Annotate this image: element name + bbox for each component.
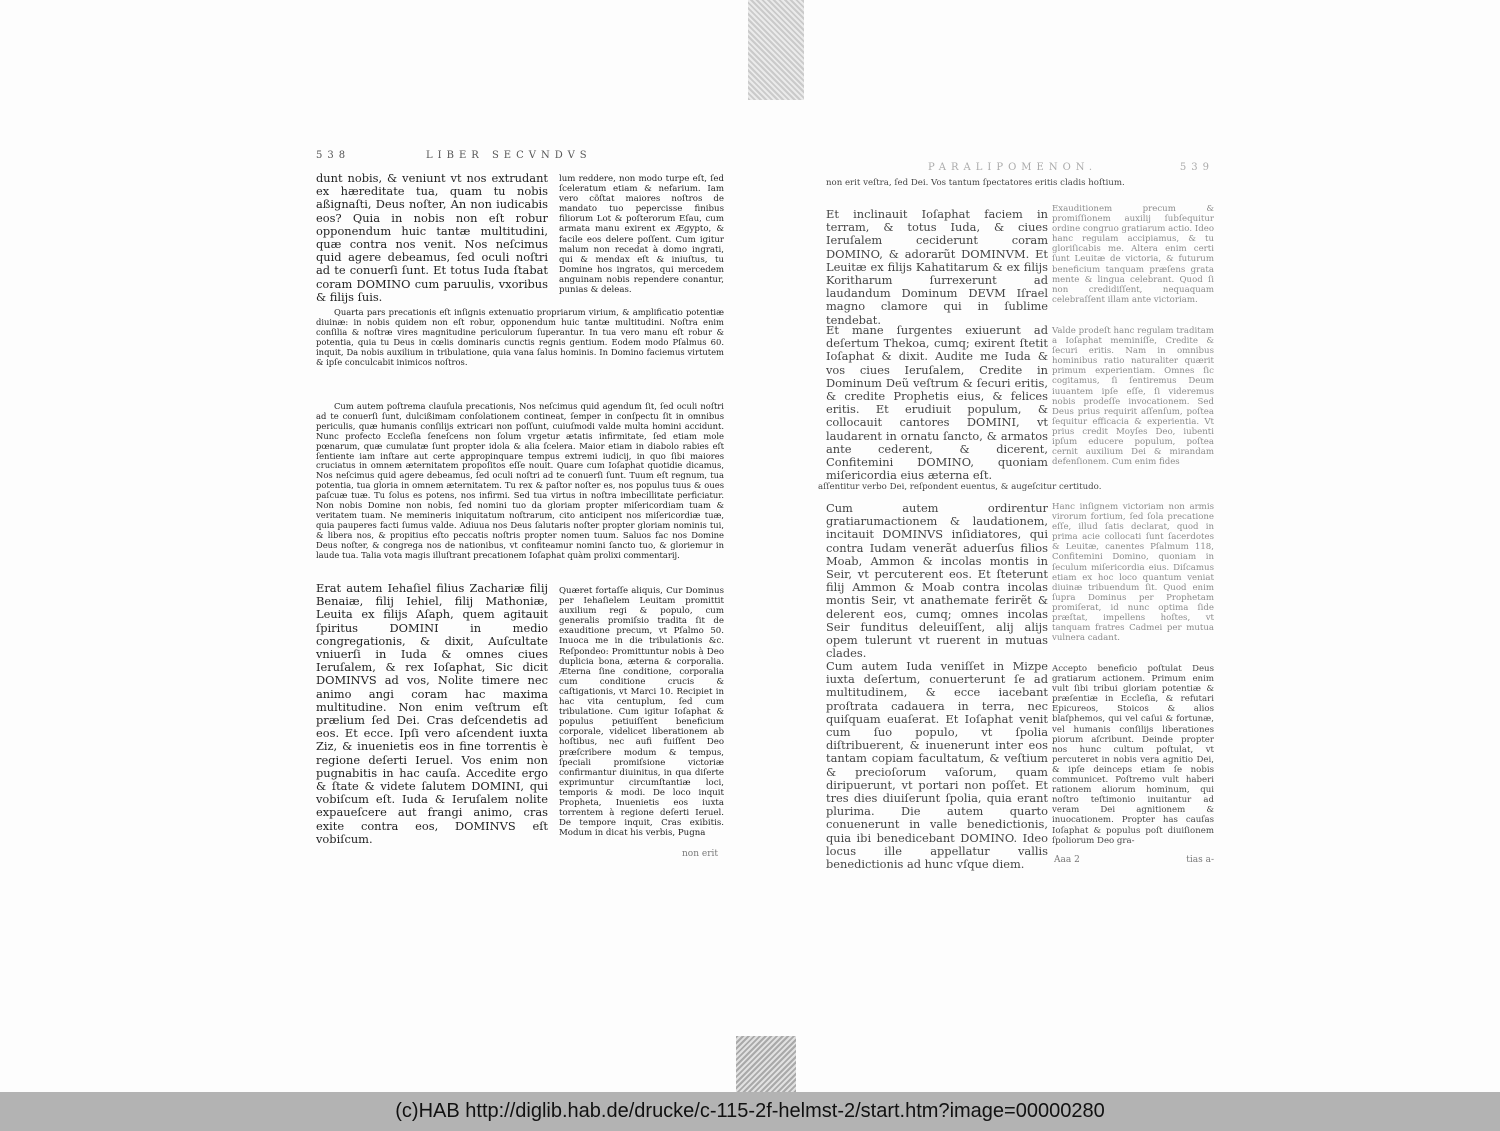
copyright-footer: (c)HAB http://diglib.hab.de/drucke/c-115-2f-helmst-2/start.htm?image=00000280 — [0, 1092, 1500, 1131]
right-p2-commentary: Valde prodeſt hanc regulam traditam a Ioſaphat meminiſſe, Credite & ſecuri eritis. Nam in omnibus hominibus ratio naturaliter quærit primum experientiam. Omnes ſic cogitamus, ſi ſentiremus Deum iuuantem ipſe eſſe, ſi videremus nobis prodeſſe invocationem. Sed Deus prius requirit aſſenſum, poſtea ſequitur efficacia & experientia. Vt prius credit Moyſes Deo, iubenti ipſum educere populum, poſtea cernit auxilium Dei & mirandam defenſionem. Cum enim fides — [1052, 326, 1214, 468]
right-p4-commentary: Accepto beneficio poſtulat Deus gratiarum actionem. Primum enim vult ſibi tribui gloriam potentiæ & præſentiæ in Eccleſia, & refutari Epicureos, Stoicos & alios blaſphemos, qui vel caſui & fortunæ, vel humanis conſilijs liberationes piorum aſcribunt. Deinde propter nos hunc cultum poſtulat, vt percuteret in nobis vera agnitio Dei, & ipſe deinceps etiam ſe nobis communicet. Poſtremo vult haberi rationem aliorum hominum, qui noſtro teſtimonio inuitantur ad veram Dei agnitionem & inuocationem. Propter has cauſas Ioſaphat & populus poſt diuiſionem ſpoliorum Deo gra- — [1052, 664, 1214, 846]
right-p2-tail: aſſentitur verbo Dei, reſpondent euentus, & augeſcitur certitudo. — [818, 482, 1102, 492]
right-catchword: tias a- — [1186, 855, 1214, 865]
right-p3-commentary: Hanc inſignem victoriam non armis virorum fortium, ſed ſola precatione eſſe, illud ſatis declarat, quod in prima acie collocati ſunt ſacerdotes & Leuitæ, canentes Pſalmum 118, Confitemini Domino, quoniam in ſeculum miſericordia eius. Diſcamus etiam ex hoc loco quantum veniat diuinæ tribuendum ſit. Quod enim ſupra Dominus per Prophetam promiſerat, id nunc optima ſide præſtat, impellens hoſtes, vt tanquam fratres Cadmei per mutua vulnera cadant. — [1052, 502, 1214, 644]
right-p2-main: Et mane ſurgentes exiuerunt ad deſertum Thekoa, cumq; exirent ſtetit Ioſaphat & dixit. Audite me Iuda & vos ciues Ieruſalem, Credite in Dominum Deũ veſtrum & ſecuri eritis, & credite Prophetis eius, & felices eritis. Et erudiuit populum, & collocauit cantores DOMINI, vt laudarent in ornatu ſancto, & armatos ante cederent, & dicerent, Confitemini DOMINO, quoniam miſericordia eius æterna eſt. — [826, 323, 1048, 483]
left-page — [316, 150, 724, 870]
right-page — [818, 162, 1214, 872]
left-catchword: non erit — [682, 849, 718, 859]
right-p1-commentary: Exauditionem precum & promiſſionem auxilij ſubſequitur ordine congruo gratiarum actio. Ideo hanc regulam accipiamus, & tu gloriſicabis me. Altera enim certi ſunt Leuitæ de victoria, & futurum beneficium tanquam præſens grata mente & lingua celebrant. Quod ſi non credidiſſent, nequaquam celebraſſent illam ante victoriam. — [1052, 204, 1214, 305]
right-page-number: 539 — [1179, 162, 1214, 173]
right-running-title: PARALIPOMENON. — [928, 162, 1098, 173]
gutter-smudge-top — [748, 0, 804, 100]
right-running-head — [818, 162, 1214, 176]
right-p3-main: Cum autem ordirentur gratiarumactionem & laudationem, incitauit DOMINVS inſidiatores, qui contra Iudam venerãt aduerſus filios Moab, Ammon & incolas montis in Seir, vt percuterent eos. Et ſteterunt filij Ammon & Moab contra incolas montis Seir, vt anathemate ferirẽt & delerent eos, cumq; omnes incolas Seir funditus deleuiſſent, alij alijs opem tulerunt vt ruerent in mutuas clades. — [826, 501, 1048, 661]
right-top-line: non erit veſtra, ſed Dei. Vos tantum ſpectatores eritis cladis hoſtium. — [826, 178, 1125, 188]
left-para-quarta: Quarta pars precationis eſt inſignis extenuatio propriarum virium, & amplificatio potentiæ diuinæ: in nobis quidem non eſt robur, opponendum huic tantæ multitudini. Noſtra enim conſilia & noſtræ vires magnitudine periculorum ſuperantur. In tua vero manu eſt robur & potentia, quia tu Deus in cœlis dominaris cunctis regnis gentium. Eodem modo Pſalmus 60. inquit, Da nobis auxilium in tribulatione, quia vana ſalus hominis. In Domino faciemus virtutem & ipſe conculcabit inimicos noſtros. — [316, 307, 724, 367]
left-running-title: LIBER SECVNDVS — [426, 150, 592, 161]
right-p4-main: Cum autem Iuda veniſſet in Mizpe iuxta deſertum, conuerterunt ſe ad multitudinem, & ecce iacebant proſtrata cadauera in terra, nec quiſquam euaſerat. Et Ioſaphat venit cum ſuo populo, vt ſpolia diſtribuerent, & inuenerunt inter eos tantam copiam facultatum, & veſtium & precioſorum vaſorum, quam diripuerunt, vt portari non poſſet. Et tres dies diuiſerunt ſpolia, quia erant plurima. Die autem quarto conuenerunt in valle benedictionis, quia ibi benedicebant DOMINO. Ideo locus ille appellatur vallis benedictionis ad hunc vſque diem. — [826, 659, 1048, 872]
left-block2-commentary: Quæret fortaſſe aliquis, Cur Dominus per Iehaſielem Leuitam promittit auxilium regi & populo, cum generalis promiſsio tradita ſit de exauditione precum, vt Pſalmo 50. Inuoca me in die tribulationis &c. Reſpondeo: Promittuntur nobis à Deo duplicia bona, æterna & corporalia. Æterna ſine conditione, corporalia cum conditione crucis & caſtigationis, vt Marci 10. Recipiet in hac vita centuplum, ſed cum tribulatione. Cum igitur Ioſaphat & populus petiuiſſent beneficium corporale, videlicet liberationem ab hoſtibus, nec aufi fuiſſent Deo præſcribere modum & tempus, ſpeciali promiſsione victoriæ confirmantur diuinitus, in qua diſerte exprimuntur circumſtantiæ loci, temporis & modi. De loco inquit Propheta, Inuenietis eos iuxta torrentem à regione deſerti Ieruel. De tempore inquit, Cras exibitis. Modum in dicat his verbis, Pugna — [559, 586, 724, 839]
left-running-head — [316, 150, 724, 164]
left-block2-main: Erat autem Iehaſiel filius Zachariæ filij Benaiæ, filij Iehiel, filij Mathoniæ, Leuita ex filijs Aſaph, quem agitauit ſpiritus DOMINI in medio congregationis, & dixit, Auſcultate vniuerſi in Iuda & omnes ciues Ieruſalem, & rex Ioſaphat, Sic dicit DOMINVS ad vos, Nolite timere nec animo angi coram hac maxima multitudine. Non enim veſtrum eſt prælium ſed Dei. Cras deſcendetis ad eos. Et ecce. Ipſi vero aſcendent iuxta Ziz, & inuenietis eos in fine torrentis è regione deſerti Ieruel. Vos enim non pugnabitis in hac cauſa. Accedite ergo & ſtate & videte ſalutem DOMINI, qui vobiſcum eſt. Iuda & Ieruſalem nolite expaueſcere aut frangi animo, cras exite contra eos, DOMINVS eſt vobiſcum. — [316, 581, 548, 846]
left-para-cum: Cum autem poſtrema clauſula precationis, Nos neſcimus quid agendum ſit, ſed oculi noſtri ad te conuerſi ſunt, dulcißimam conſolationem contineat, ſemper in conſpectu ſit in omnibus periculis, quæ humanis conſilijs extricari non poſſunt, cuiuſmodi valde multa homini accidunt. Nunc profecto Eccleſia ſeneſcens non ſolum vrgetur ætatis infirmitate, ſed etiam mole pœnarum, quæ cumulatæ ſunt propter idola & alia ſcelera. Maior etiam in diabolo rabies eſt ſentiente iam inſtare aut certe appropinquare tempus extremi iudicij, in quo ſibi maiores cruciatus in omnem æternitatem propoſitos eſſe nouit. Quare cum Ioſaphat quotidie dicamus, Nos neſcimus quid agere debeamus, ſed oculi noſtri ad te conuerſi ſunt. Tuum eſt regnum, tua potentia, tua gloria in omnem æternitatem. Tu rex & paſtor noſter es, nos populus tuus & oues paſcuæ tuæ. Tu ſolus es potens, nos infirmi. Sed tua virtus in noſtra imbecillitate perficiatur. Non nobis Domine non nobis, ſed nomini tuo da gloriam propter miſericordiam tuam & veritatem tuam. Ne memineris iniquitatum noſtrarum, cito anticipent nos miſericordiæ tuæ, quia pauperes facti ſumus valde. Adiuua nos Deus ſalutaris noſter propter gloriam nominis tui, & libera nos, & propitius eſto peccatis noſtris propter nomen tuum. Saluos fac nos Domine Deus noſter, & congrega nos de nationibus, vt confiteamur nomini ſancto tuo, & gloriemur in laude tua. Talia vota magis illuſtrant precationem Ioſaphat quàm prolixi commentarij. — [316, 401, 724, 560]
right-signature-mark: Aaa 2 — [1054, 855, 1080, 865]
left-block1-commentary: lum reddere, non modo turpe eſt, ſed ſceleratum etiam & nefarium. Iam vero cõſtat maiores noſtros de mandato tuo pepercisse finibus filiorum Lot & poſterorum Eſau, cum armata manu exirent ex Ægypto, & facile eos delere poſſent. Cum igitur malum non recedat à domo ingrati, qui & mendax eſt & iniuſtus, tu Domine hos ingratos, qui mercedem anguinam nobis rependere conantur, punias & deleas. — [559, 174, 724, 296]
gutter-smudge-bottom — [736, 1036, 796, 1092]
right-p1-main: Et inclinauit Ioſaphat faciem in terram, & totus Iuda, & ciues Ieruſalem ceciderunt coram DOMINO, & adorarũt DOMINVM. Et Leuitæ ex filijs Kahatitarum & ex filijs Koritharum ſurrexerunt ad laudandum Dominum DEVM Iſrael magno clamore qui in ſublime tendebat. — [826, 207, 1048, 327]
left-block1-main: dunt nobis, & veniunt vt nos extrudant ex hæreditate tua, quam tu nobis aßignaſti, Deus noſter, An non iudicabis eos? Quia in nobis non eſt robur opponendum huic tantæ multitudini, quæ contra nos venit. Nos neſcimus quid agere debeamus, ſed oculi noſtri ad te conuerſi ſunt. Et totus Iuda ſtabat coram DOMINO cum paruulis, vxoribus & filijs ſuis. — [316, 171, 548, 304]
left-page-number: 538 — [316, 150, 351, 161]
